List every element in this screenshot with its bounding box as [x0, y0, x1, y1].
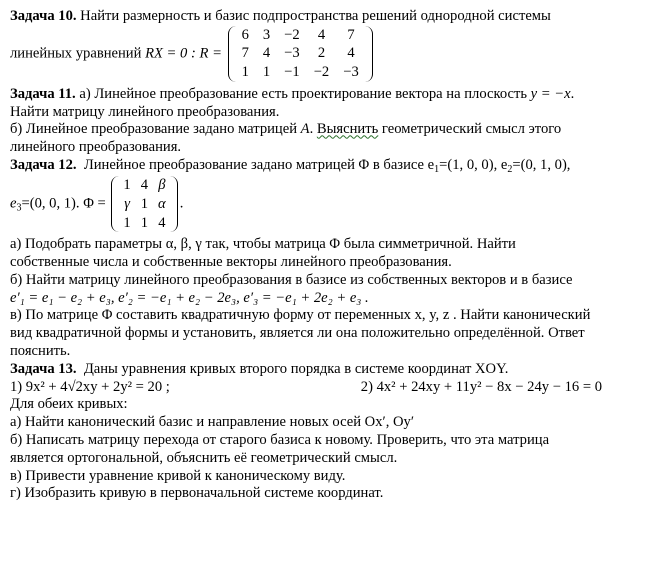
matrix-cell: 1	[123, 177, 131, 194]
task13-b-line2: является ортогональной, объяснить её геометрический смысл.	[10, 449, 398, 466]
task11-text1: а) Линейное преобразование есть проектирование вектора на плоскость	[79, 85, 531, 102]
task10-equation: RX = 0 : R =	[145, 45, 222, 62]
task12-text1b: =(1, 0, 0), e	[439, 157, 508, 173]
task13-line1	[10, 361, 662, 379]
task11-matrix-A: A	[300, 121, 310, 138]
matrix-cell: −2	[284, 26, 300, 43]
matrix-cell: 4	[317, 26, 326, 43]
task11-text3b: геометрический смысл этого	[378, 121, 562, 138]
task12-c-line1: в) По матрице Φ составить квадратичную форму от переменных x, y, z . Найти канонический	[10, 307, 591, 324]
matrix-cell: −1	[284, 64, 300, 81]
task12-matrix-phi	[111, 176, 177, 232]
task10-text2: линейных уравнений	[10, 45, 146, 62]
task11-line2: Найти матрицу линейного преобразования.	[10, 103, 280, 120]
matrix-cell: −2	[313, 64, 330, 81]
task11-period: .	[570, 85, 575, 102]
matrix-cell: 1	[140, 195, 149, 212]
matrix-cell: 4	[262, 45, 271, 62]
task12-line2	[10, 176, 662, 232]
task12-b-line1: б) Найти матрицу линейного преобразования в базисе из собственных векторов и в базисе	[10, 271, 573, 288]
task12-period: .	[179, 195, 184, 212]
matrix-cell: 3	[262, 26, 271, 43]
task11-line1	[10, 86, 662, 104]
task13-eq2: 2) 4x² + 24xy + 11y² − 8x − 24y − 16 = 0	[360, 378, 602, 395]
task12-sub3: 3	[16, 202, 22, 214]
task10-line2	[10, 26, 662, 82]
matrix-cell: β	[158, 177, 166, 194]
matrix-cell: 1	[123, 214, 131, 231]
task12-text1: Линейное преобразование задано матрицей Φ в базисе e	[83, 157, 435, 173]
task12-e3: e	[10, 195, 17, 212]
task11-plane-eq: y = −x	[530, 85, 571, 102]
task12-c-line3: пояснить.	[10, 342, 71, 359]
task13-both: Для обеих кривых:	[10, 396, 128, 413]
task12-b-line2: e′₁ = e₁ − e₂ + e₃, e′₂ = −e₁ + e₂ − 2e₃, e′₃ = −e₁ + 2e₂ + e₃ .	[10, 289, 369, 306]
task12-heading: Задача 12.	[10, 157, 77, 173]
task11-sep: .	[309, 121, 317, 138]
matrix-cell: 6	[241, 26, 249, 43]
task13-text1: Даны уравнения кривых второго порядка в системе координат XOY.	[83, 360, 509, 377]
task13-b-line1: б) Написать матрицу перехода от старого базиса к новому. Проверить, что эта матрица	[10, 431, 550, 448]
task13-eq1: 1) 9x² + 4√2xy + 2y² = 20 ;	[10, 378, 170, 395]
task12-text1c: =(0, 1, 0),	[512, 157, 571, 173]
matrix-cell: 4	[158, 214, 166, 231]
matrix-cell: α	[158, 195, 166, 212]
matrix-cell: −3	[284, 45, 300, 62]
matrix-cell: 1	[241, 64, 249, 81]
matrix-cell: 4	[347, 45, 355, 62]
task13-a: а) Найти канонический базис и направление новых осей Ox′, Oy′	[10, 414, 415, 431]
matrix-cell: 1	[262, 64, 271, 81]
task11-line3	[10, 121, 662, 139]
matrix-cell: −3	[343, 64, 359, 81]
task12-c-line2: вид квадратичной формы и установить, является ли она положительно определённой. Ответ	[10, 325, 585, 342]
task11-text3: б) Линейное преобразование задано матрицей	[10, 121, 301, 138]
task12-line1	[10, 157, 662, 176]
matrix-cell: 7	[347, 26, 355, 43]
task10-heading: Задача 10.	[10, 8, 77, 24]
task12-sub1: 1	[434, 164, 440, 175]
task13-equations	[10, 379, 662, 397]
task11-line4: линейного преобразования.	[10, 139, 182, 156]
matrix-cell: γ	[124, 195, 130, 212]
task13-c: в) Привести уравнение кривой к каноническому виду.	[10, 467, 346, 484]
matrix-cell: 4	[140, 177, 149, 194]
task12-sub2: 2	[507, 164, 513, 175]
matrix-cell: 2	[317, 45, 326, 62]
matrix-cell: 7	[241, 45, 249, 62]
task11-heading: Задача 11.	[10, 85, 76, 102]
task12-text2: =(0, 0, 1). Φ =	[21, 195, 106, 212]
task12-a-line2: собственные числа и собственные векторы линейного преобразования.	[10, 254, 452, 270]
task11-spellcheck-word: Выяснить	[316, 121, 379, 138]
task13-heading: Задача 13.	[10, 360, 77, 377]
task10-text1: Найти размерность и базис подпространства решений однородной системы	[80, 8, 551, 24]
task12-a-line1: а) Подобрать параметры α, β, γ так, чтобы матрица Φ была симметричной. Найти	[10, 236, 516, 253]
matrix-cell: 1	[140, 214, 149, 231]
task10-matrix-R	[228, 26, 373, 82]
task10-line1	[10, 8, 662, 26]
task13-d: г) Изобразить кривую в первоначальной системе координат.	[10, 485, 384, 502]
